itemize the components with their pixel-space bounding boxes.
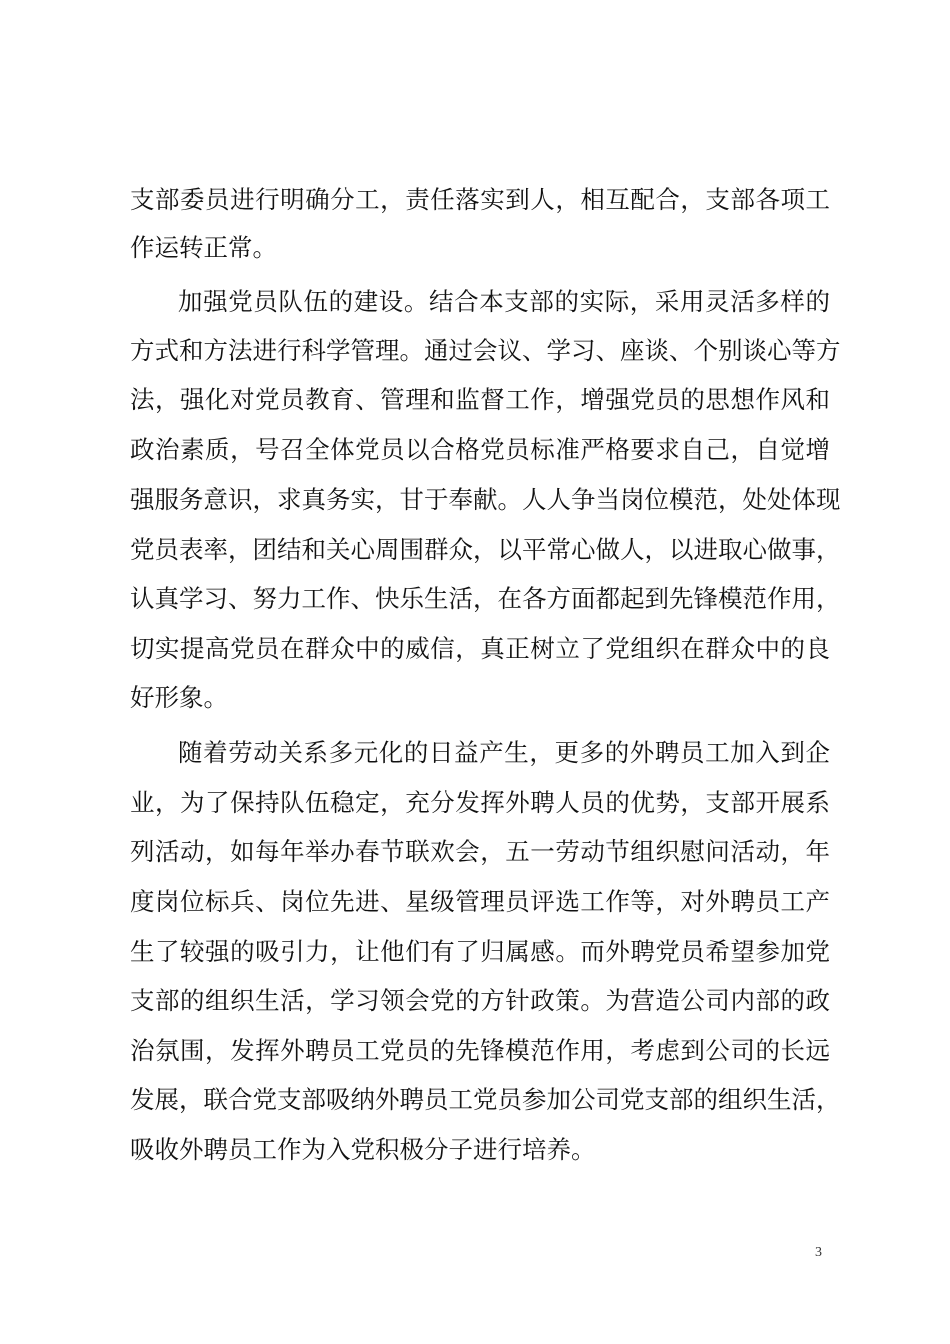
page-number: 3 [815,1245,822,1260]
body-text-line: 认真学习、努力工作、快乐生活，在各方面都起到先锋模范作用， [130,584,841,613]
body-text-line: 业，为了保持队伍稳定，充分发挥外聘人员的优势，支部开展系 [130,788,830,817]
body-text-line: 治氛围，发挥外聘员工党员的先锋模范作用，考虑到公司的长远 [130,1036,830,1065]
body-text-line: 发展，联合党支部吸纳外聘员工党员参加公司党支部的组织生活， [130,1085,841,1114]
body-text-line: 生了较强的吸引力，让他们有了归属感。而外聘党员希望参加党 [130,937,830,966]
body-text-line: 政治素质，号召全体党员以合格党员标准严格要求自己，自觉增 [130,435,830,464]
body-text-line: 法，强化对党员教育、管理和监督工作，增强党员的思想作风和 [130,385,830,414]
body-text-line: 切实提高党员在群众中的威信，真正树立了党组织在群众中的良 [130,634,830,663]
body-text-line: 度岗位标兵、岗位先进、星级管理员评选工作等，对外聘员工产 [130,887,830,916]
body-text-line: 作运转正常。 [130,233,277,262]
body-text-line: 随着劳动关系多元化的日益产生，更多的外聘员工加入到企 [178,738,830,767]
body-text-line: 好形象。 [130,683,228,712]
body-text-line: 强服务意识，求真务实，甘于奉献。人人争当岗位模范，处处体现 [130,485,841,514]
body-text-line: 党员表率，团结和关心周围群众，以平常心做人，以进取心做事， [130,535,841,564]
body-text-line: 支部委员进行明确分工，责任落实到人，相互配合，支部各项工 [130,185,830,214]
body-text-line: 加强党员队伍的建设。结合本支部的实际，采用灵活多样的 [178,287,830,316]
body-text-line: 方式和方法进行科学管理。通过会议、学习、座谈、个别谈心等方 [130,336,841,365]
body-text-line: 列活动，如每年举办春节联欢会，五一劳动节组织慰问活动，年 [130,837,830,866]
body-text-line: 支部的组织生活，学习领会党的方针政策。为营造公司内部的政 [130,986,830,1015]
body-text-line: 吸收外聘员工作为入党积极分子进行培养。 [130,1135,596,1164]
